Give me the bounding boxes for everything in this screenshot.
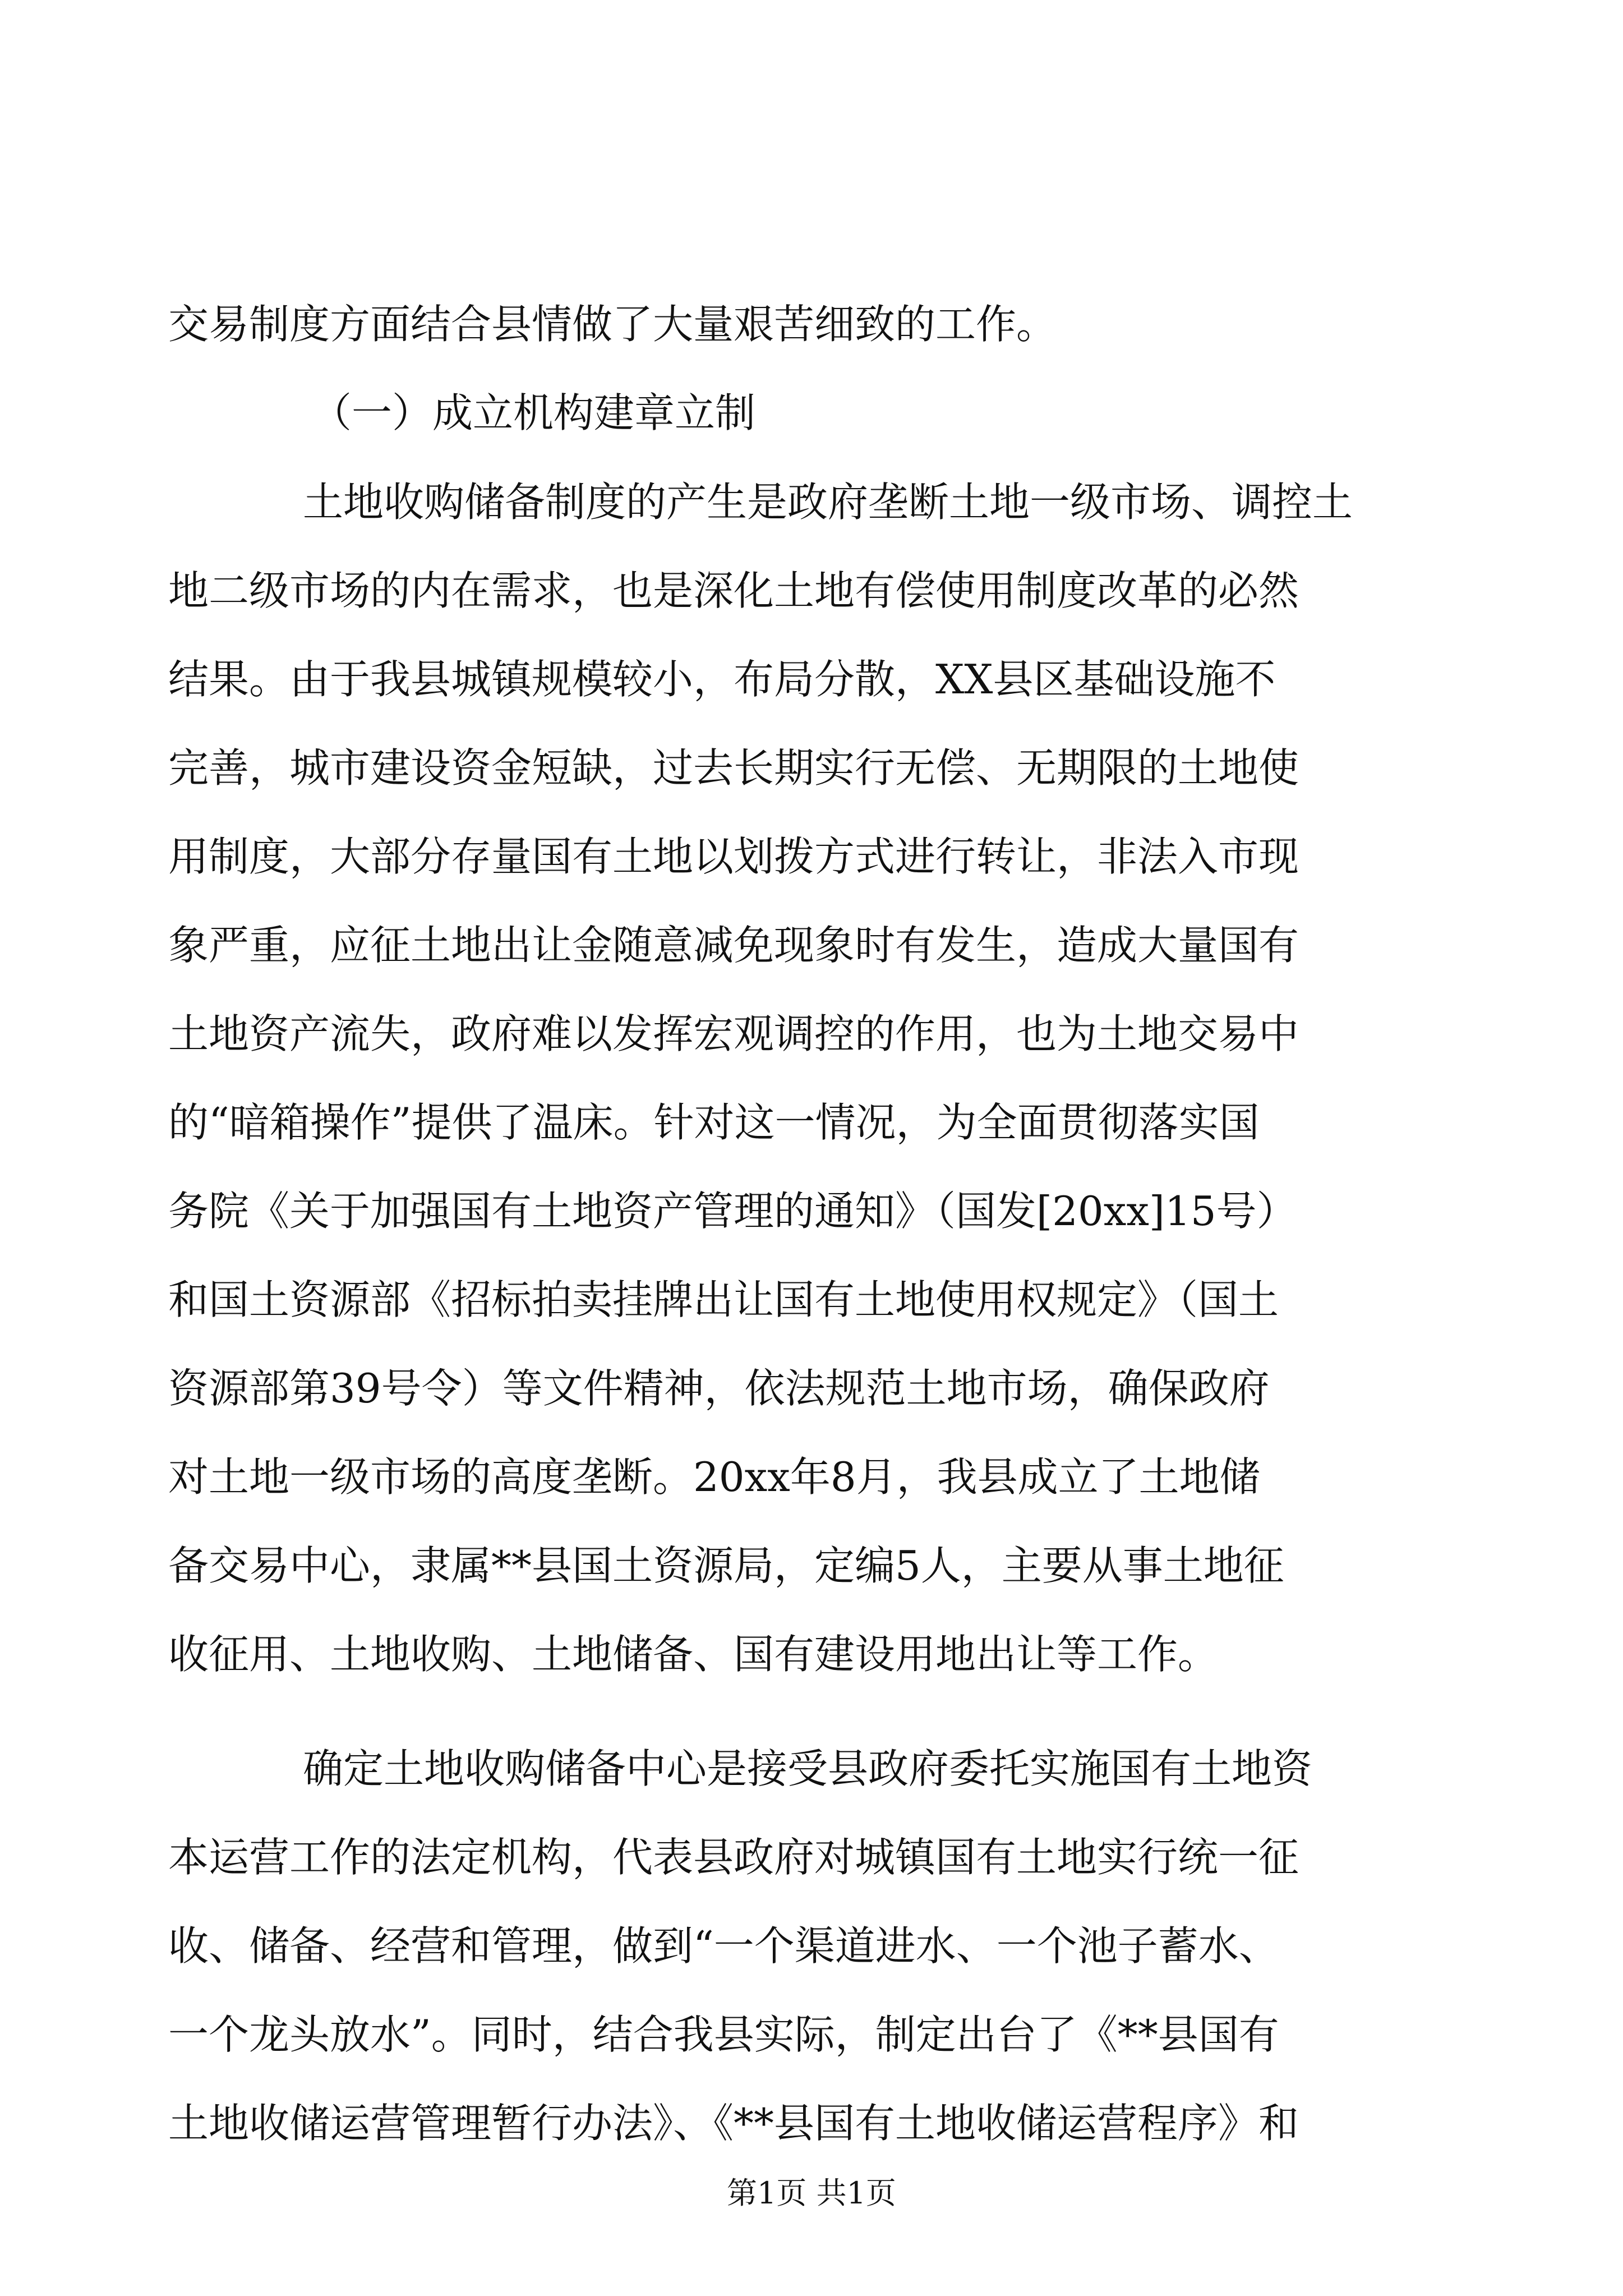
text-line-15: 备交易中心，隶属**县国土资源局，定编5人，主要从事土地征: [168, 1542, 1284, 1589]
text-line-20: 一个龙头放水”。同时，结合我县实际，制定出台了《**县国有: [168, 2011, 1279, 2058]
text-line-3: 土地收购储备制度的产生是政府垄断土地一级市场、调控土: [303, 478, 1353, 526]
text-line-18: 本运营工作的法定机构，代表县政府对城镇国有土地实行统一征: [168, 1834, 1299, 1881]
text-line-1: 交易制度方面结合县情做了大量艰苦细致的工作。: [168, 301, 1057, 348]
page-footer: 第1页 共1页: [727, 2175, 896, 2211]
text-line-4: 地二级市场的内在需求，也是深化土地有偿使用制度改革的必然: [168, 567, 1299, 614]
section-heading: （一）成立机构建章立制: [311, 389, 756, 436]
text-line-16: 收征用、土地收购、土地储备、国有建设用地出让等工作。: [168, 1631, 1219, 1678]
text-line-13: 资源部第39号令）等文件精神，依法规范土地市场，确保政府: [168, 1365, 1270, 1412]
text-line-10: 的“暗箱操作”提供了温床。针对这一情况，为全面贯彻落实国: [168, 1099, 1260, 1146]
text-line-19: 收、储备、经营和管理，做到“一个渠道进水、一个池子蓄水、: [168, 1922, 1279, 1970]
text-line-7: 用制度，大部分存量国有土地以划拨方式进行转让，非法入市现: [168, 833, 1299, 880]
text-line-9: 土地资产流失，政府难以发挥宏观调控的作用，也为土地交易中: [168, 1010, 1299, 1057]
text-line-11: 务院《关于加强国有土地资产管理的通知》（国发[20xx]15号）: [168, 1188, 1297, 1235]
text-line-8: 象严重，应征土地出让金随意减免现象时有发生，造成大量国有: [168, 922, 1299, 969]
text-line-21: 土地收储运营管理暂行办法》、《**县国有土地收储运营程序》和: [168, 2100, 1299, 2147]
text-line-5: 结果。由于我县城镇规模较小，布局分散，XX县区基础设施不: [168, 656, 1276, 703]
text-line-17: 确定土地收购储备中心是接受县政府委托实施国有土地资: [303, 1745, 1313, 1792]
text-line-6: 完善，城市建设资金短缺，过去长期实行无偿、无期限的土地使: [168, 744, 1299, 792]
text-line-14: 对土地一级市场的高度垄断。20xx年8月，我县成立了土地储: [168, 1453, 1260, 1501]
text-line-12: 和国土资源部《招标拍卖挂牌出让国有土地使用权规定》（国土: [168, 1276, 1279, 1323]
